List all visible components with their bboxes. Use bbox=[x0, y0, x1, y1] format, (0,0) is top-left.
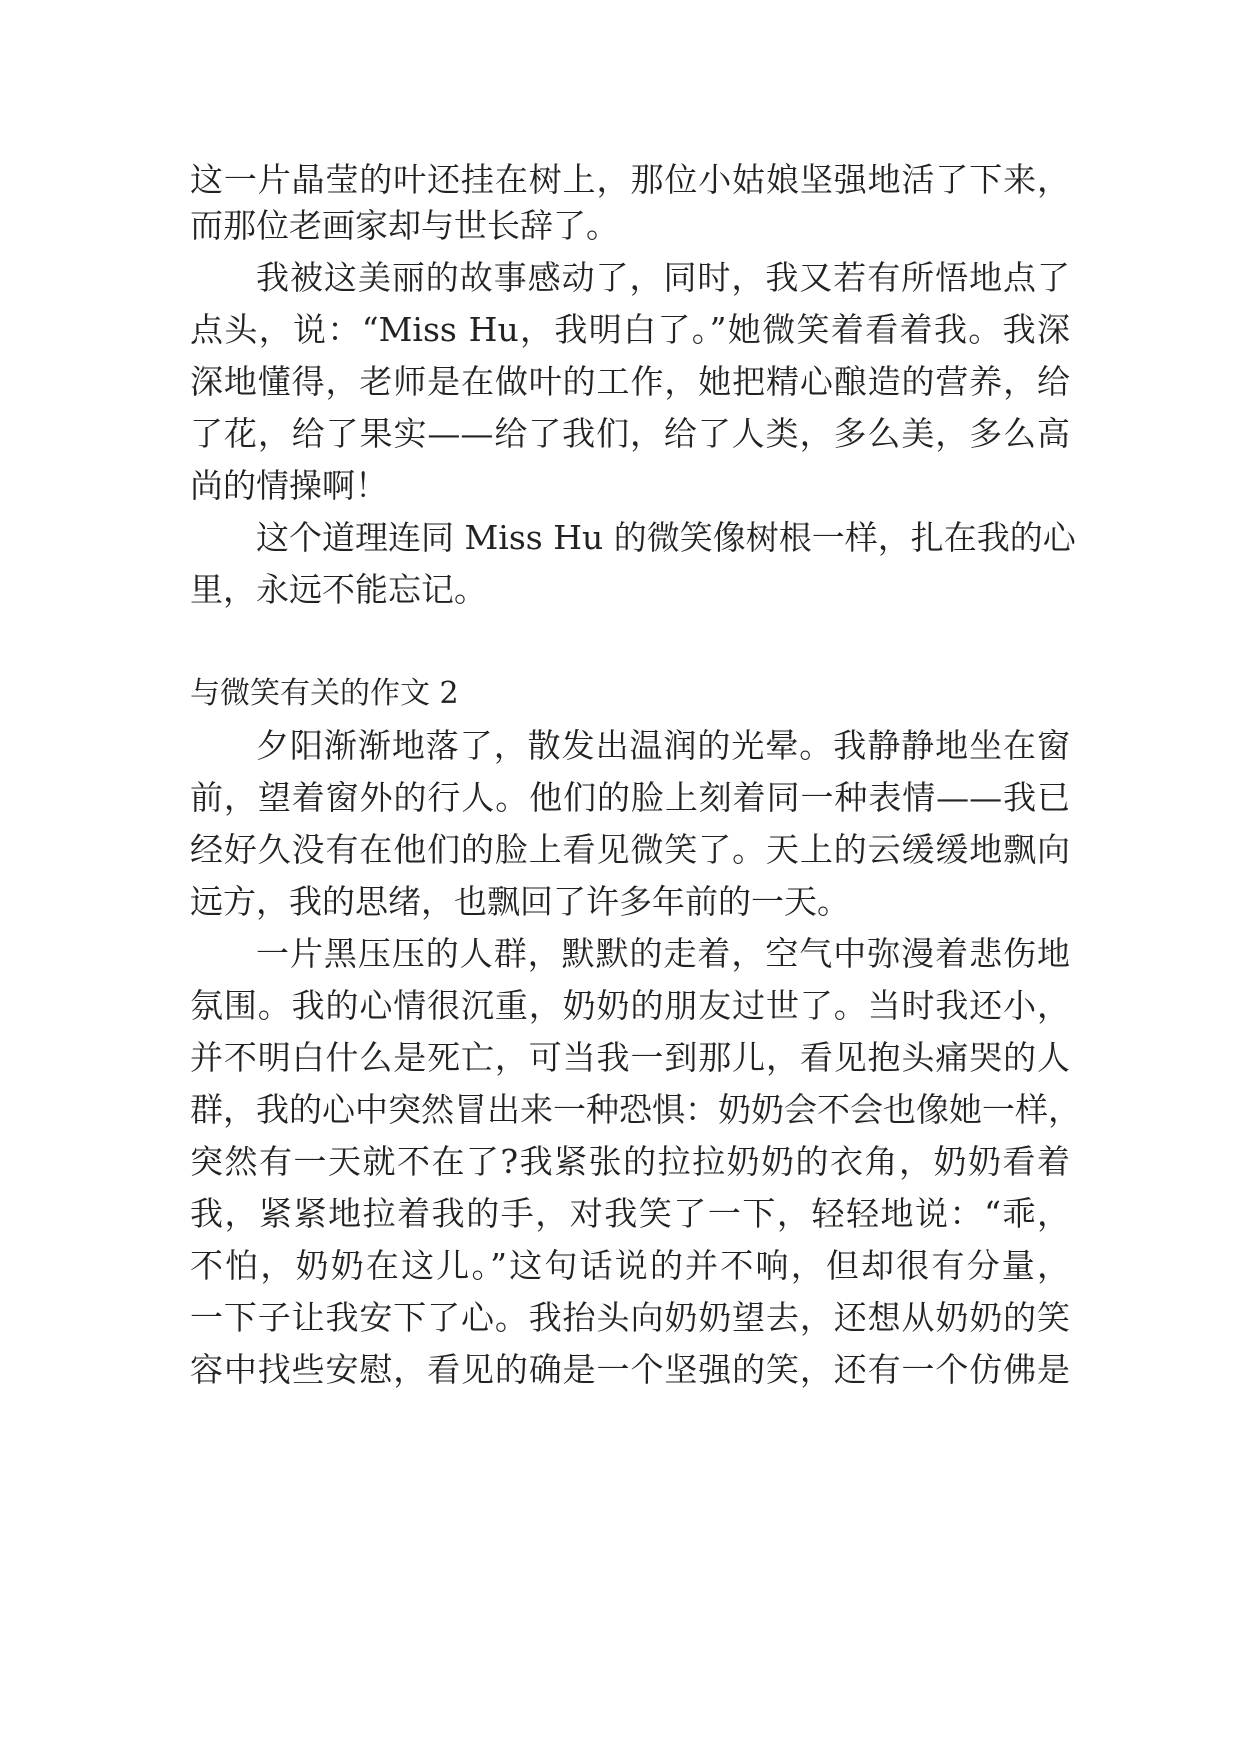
paragraph-line: 不怕，奶奶在这儿。”这句话说的并不响，但却很有分量， bbox=[190, 1246, 1070, 1285]
paragraph-line: 我，紧紧地拉着我的手，对我笑了一下，轻轻地说：“乖， bbox=[190, 1194, 1070, 1233]
paragraph-line: 前，望着窗外的行人。他们的脸上刻着同一种表情——我已 bbox=[190, 778, 1070, 817]
paragraph-line: 这一片晶莹的叶还挂在树上，那位小姑娘坚强地活了下来， bbox=[190, 160, 1070, 199]
paragraph-line: 并不明白什么是死亡，可当我一到那儿，看见抱头痛哭的人 bbox=[190, 1038, 1070, 1077]
paragraph-line: 远方，我的思绪，也飘回了许多年前的一天。 bbox=[190, 882, 850, 921]
paragraph-line: 一下子让我安下了心。我抬头向奶奶望去，还想从奶奶的笑 bbox=[190, 1298, 1070, 1337]
paragraph-line: 容中找些安慰，看见的确是一个坚强的笑，还有一个仿佛是 bbox=[190, 1350, 1070, 1389]
paragraph-line: 氛围。我的心情很沉重，奶奶的朋友过世了。当时我还小， bbox=[190, 986, 1070, 1025]
paragraph-line: 一片黑压压的人群，默默的走着，空气中弥漫着悲伤地 bbox=[256, 934, 1070, 973]
paragraph-line: 我被这美丽的故事感动了，同时，我又若有所悟地点了 bbox=[256, 258, 1070, 297]
paragraph-line: 经好久没有在他们的脸上看见微笑了。天上的云缓缓地飘向 bbox=[190, 830, 1070, 869]
paragraph-line: 里，永远不能忘记。 bbox=[190, 570, 487, 609]
paragraph-line: 了花，给了果实——给了我们，给了人类，多么美，多么高 bbox=[190, 414, 1070, 453]
paragraph-line: 这个道理连同 Miss Hu 的微笑像树根一样，扎在我的心 bbox=[256, 518, 1076, 557]
paragraph-line: 夕阳渐渐地落了，散发出温润的光晕。我静静地坐在窗 bbox=[256, 726, 1070, 765]
paragraph-line: 尚的情操啊！ bbox=[190, 466, 388, 505]
paragraph-line: 群，我的心中突然冒出来一种恐惧：奶奶会不会也像她一样， bbox=[190, 1090, 1081, 1129]
paragraph-line: 点头，说：“Miss Hu，我明白了。”她微笑着看着我。我深 bbox=[190, 310, 1070, 349]
paragraph-line: 突然有一天就不在了?我紧张的拉拉奶奶的衣角，奶奶看着 bbox=[190, 1142, 1070, 1181]
paragraph-line: 深地懂得，老师是在做叶的工作，她把精心酿造的营养，给 bbox=[190, 362, 1070, 401]
paragraph-line: 而那位老画家却与世长辞了。 bbox=[190, 206, 619, 245]
section-heading: 与微笑有关的作文 2 bbox=[190, 676, 459, 711]
